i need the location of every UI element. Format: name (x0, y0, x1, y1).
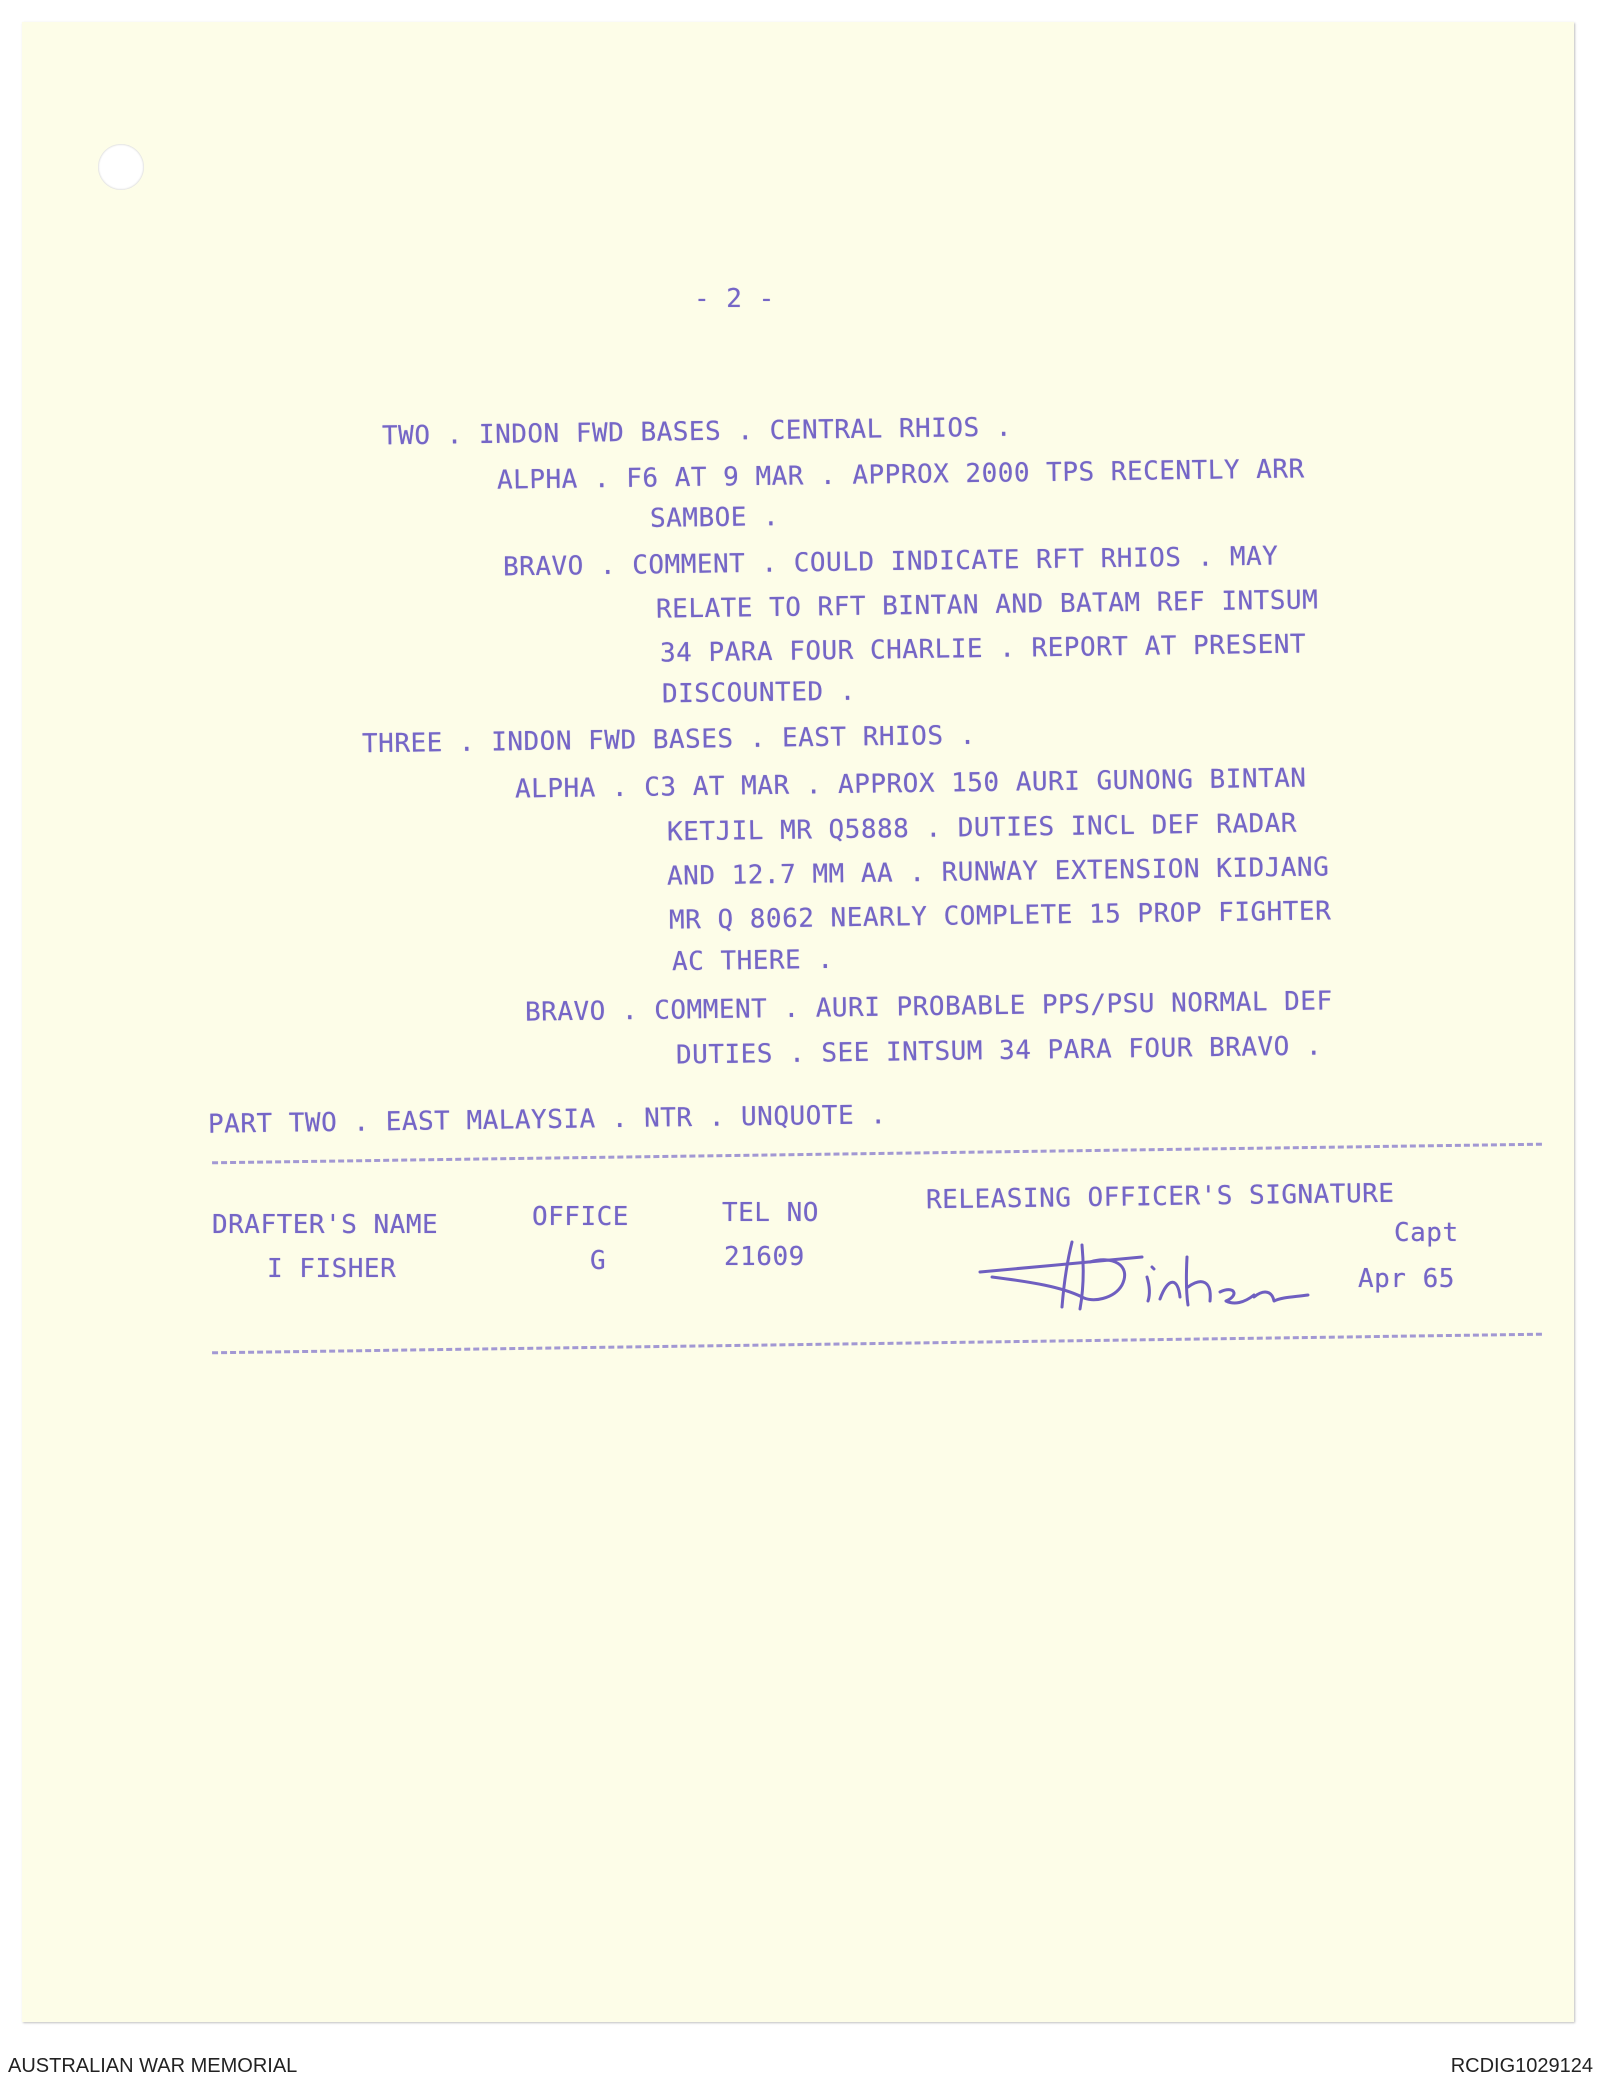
para-three-alpha-line-2: KETJIL MR Q5888 . DUTIES INCL DEF RADAR (666, 808, 1298, 848)
para-three-alpha-line-4: MR Q 8062 NEARLY COMPLETE 15 PROP FIGHTER (668, 896, 1332, 936)
footer-record-id: RCDIG1029124 (1450, 2055, 1593, 2077)
para-two-bravo-line-2: RELATE TO RFT BINTAN AND BATAM REF INTSUM (655, 585, 1319, 625)
para-two-bravo-line-4: DISCOUNTED . (661, 676, 857, 710)
para-two-heading: TWO . INDON FWD BASES . CENTRAL RHIOS . (381, 412, 1013, 452)
para-two-alpha-line-2: SAMBOE . (649, 502, 780, 534)
part-two-line: PART TWO . EAST MALAYSIA . NTR . UNQUOTE . (207, 1100, 887, 1140)
para-three-bravo-line-1: BRAVO . COMMENT . AURI PROBABLE PPS/PSU NORMAL DEF (524, 986, 1333, 1028)
office-value: G (590, 1246, 607, 1276)
para-three-bravo-line-2: DUTIES . SEE INTSUM 34 PARA FOUR BRAVO . (675, 1031, 1323, 1071)
para-three-alpha-line-5: AC THERE . (671, 944, 834, 978)
para-three-alpha-line-3: AND 12.7 MM AA . RUNWAY EXTENSION KIDJANG (666, 852, 1330, 892)
drafter-label: DRAFTER'S NAME (212, 1210, 439, 1240)
page-number: - 2 - (694, 284, 775, 314)
document-page (22, 22, 1574, 2022)
tel-value: 21609 (724, 1242, 805, 1272)
divider-top (212, 1143, 1542, 1165)
office-label: OFFICE (532, 1202, 629, 1232)
para-two-bravo-line-1: BRAVO . COMMENT . COULD INDICATE RFT RHIOS . MAY (502, 541, 1279, 583)
drafter-value: I FISHER (267, 1254, 397, 1284)
tel-label: TEL NO (722, 1198, 819, 1228)
footer-archive-name: AUSTRALIAN WAR MEMORIAL (8, 2055, 298, 2077)
para-two-alpha-line-1: ALPHA . F6 AT 9 MAR . APPROX 2000 TPS RECENTLY ARR (496, 454, 1305, 496)
para-three-heading: THREE . INDON FWD BASES . EAST RHIOS . (361, 720, 977, 760)
releasing-officer-label: RELEASING OFFICER'S SIGNATURE (925, 1178, 1395, 1216)
signature-image (972, 1237, 1352, 1317)
punch-hole (98, 144, 144, 190)
para-three-alpha-line-1: ALPHA . C3 AT MAR . APPROX 150 AURI GUNONG BINTAN (514, 763, 1307, 805)
para-two-bravo-line-3: 34 PARA FOUR CHARLIE . REPORT AT PRESENT (659, 629, 1307, 669)
divider-bottom (212, 1333, 1542, 1355)
date-text: Apr 65 (1358, 1264, 1455, 1294)
rank-text: Capt (1394, 1218, 1459, 1248)
